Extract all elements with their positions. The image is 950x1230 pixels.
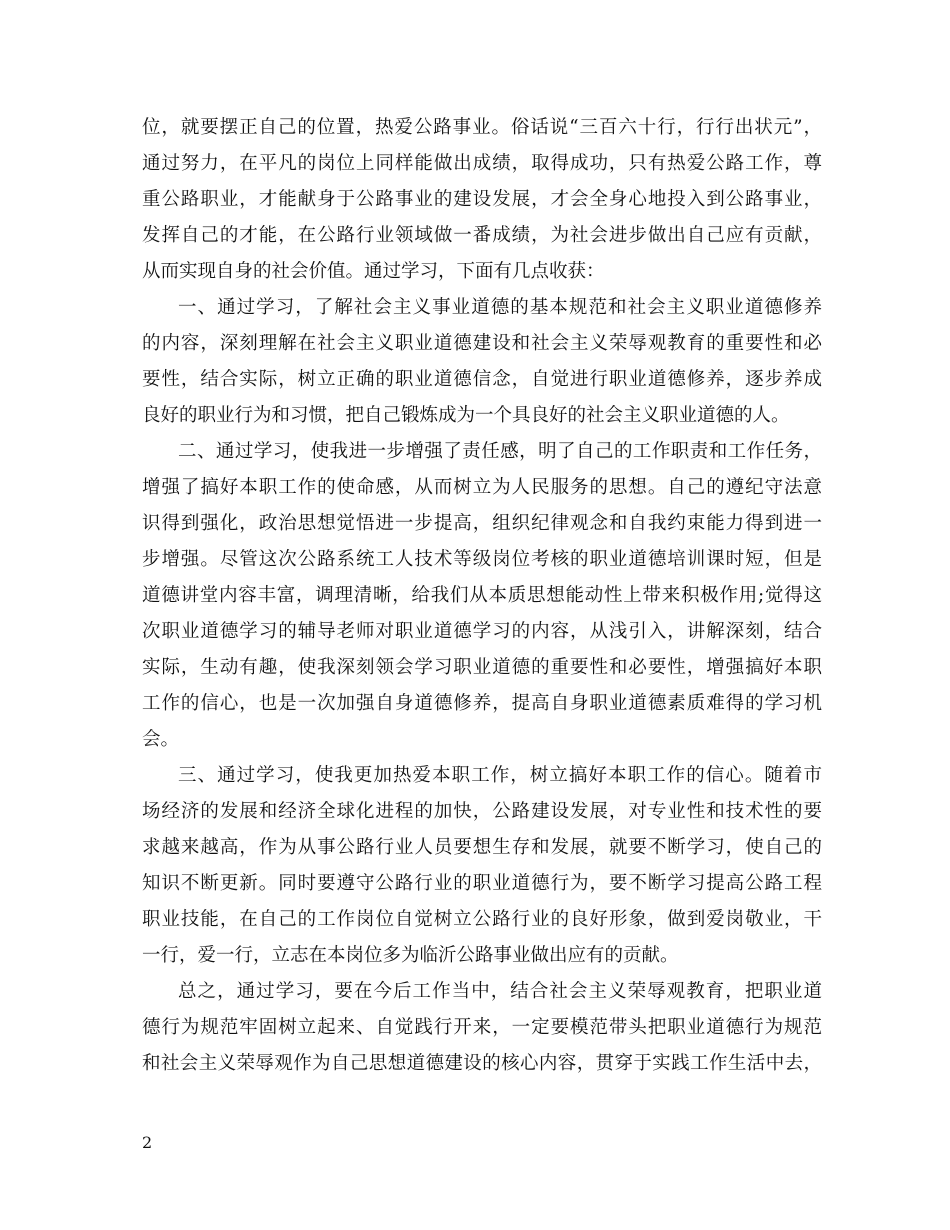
text-line: 增强了搞好本职工作的使命感，从而树立为人民服务的思想。自己的遵纪守法意 [142, 477, 822, 498]
text-line: 一行，爱一行，立志在本岗位多为临沂公路事业做出应有的贡献。 [142, 945, 679, 966]
text-line: 和社会主义荣辱观作为自己思想道德建设的核心内容，贯穿于实践工作生活中去， [142, 1053, 822, 1074]
text-line: 工作的信心，也是一次加强自身道德修养，提高自身职业道德素质难得的学习机 [142, 693, 822, 714]
text-line: 实际，生动有趣，使我深刻领会学习职业道德的重要性和必要性，增强搞好本职 [142, 657, 822, 678]
paragraph-first-line: 总之，通过学习，要在今后工作当中，结合社会主义荣辱观教育，把职业道 [178, 981, 822, 1002]
paragraph-first-line: 三、通过学习，使我更加热爱本职工作，树立搞好本职工作的信心。随着市 [178, 765, 822, 786]
text-line: 良好的职业行为和习惯，把自己锻炼成为一个具良好的社会主义职业道德的人。 [142, 405, 790, 426]
paragraph-first-line: 二、通过学习，使我进一步增强了责任感，明了自己的工作职责和工作任务， [178, 441, 822, 462]
text-line: 识得到强化，政治思想觉悟进一步提高，组织纪律观念和自我约束能力得到进一 [142, 513, 822, 534]
text-line: 道德讲堂内容丰富，调理清晰，给我们从本质思想能动性上带来积极作用;觉得这 [142, 585, 822, 606]
text-line: 知识不断更新。同时要遵守公路行业的职业道德行为，要不断学习提高公路工程 [142, 873, 822, 894]
text-line: 场经济的发展和经济全球化进程的加快，公路建设发展，对专业性和技术性的要 [142, 801, 822, 822]
text-line: 会。 [142, 729, 180, 750]
text-line: 步增强。尽管这次公路系统工人技术等级岗位考核的职业道德培训课时短，但是 [142, 549, 822, 570]
text-line: 求越来越高，作为从事公路行业人员要想生存和发展，就要不断学习，使自己的 [142, 837, 822, 858]
text-line: 通过努力，在平凡的岗位上同样能做出成绩，取得成功，只有热爱公路工作，尊 [142, 153, 822, 174]
text-line: 从而实现自身的社会价值。通过学习，下面有几点收获： [142, 261, 605, 282]
text-line: 发挥自己的才能，在公路行业领域做一番成绩，为社会进步做出自己应有贡献， [142, 225, 822, 246]
text-line: 德行为规范牢固树立起来、自觉践行开来，一定要模范带头把职业道德行为规范 [142, 1017, 822, 1038]
text-line: 的内容，深刻理解在社会主义职业道德建设和社会主义荣辱观教育的重要性和必 [142, 333, 822, 354]
text-line: 重公路职业，才能献身于公路事业的建设发展，才会全身心地投入到公路事业， [142, 189, 822, 210]
text-line: 位，就要摆正自己的位置，热爱公路事业。俗话说“三百六十行，行行出状元”， [142, 117, 822, 138]
page-number: 2 [142, 1133, 153, 1152]
paragraph-first-line: 一、通过学习，了解社会主义事业道德的基本规范和社会主义职业道德修养 [178, 297, 822, 318]
text-line: 要性，结合实际，树立正确的职业道德信念，自觉进行职业道德修养，逐步养成 [142, 369, 822, 390]
text-line: 次职业道德学习的辅导老师对职业道德学习的内容，从浅引入，讲解深刻，结合 [142, 621, 822, 642]
text-line: 职业技能，在自己的工作岗位自觉树立公路行业的良好形象，做到爱岗敬业，干 [142, 909, 822, 930]
